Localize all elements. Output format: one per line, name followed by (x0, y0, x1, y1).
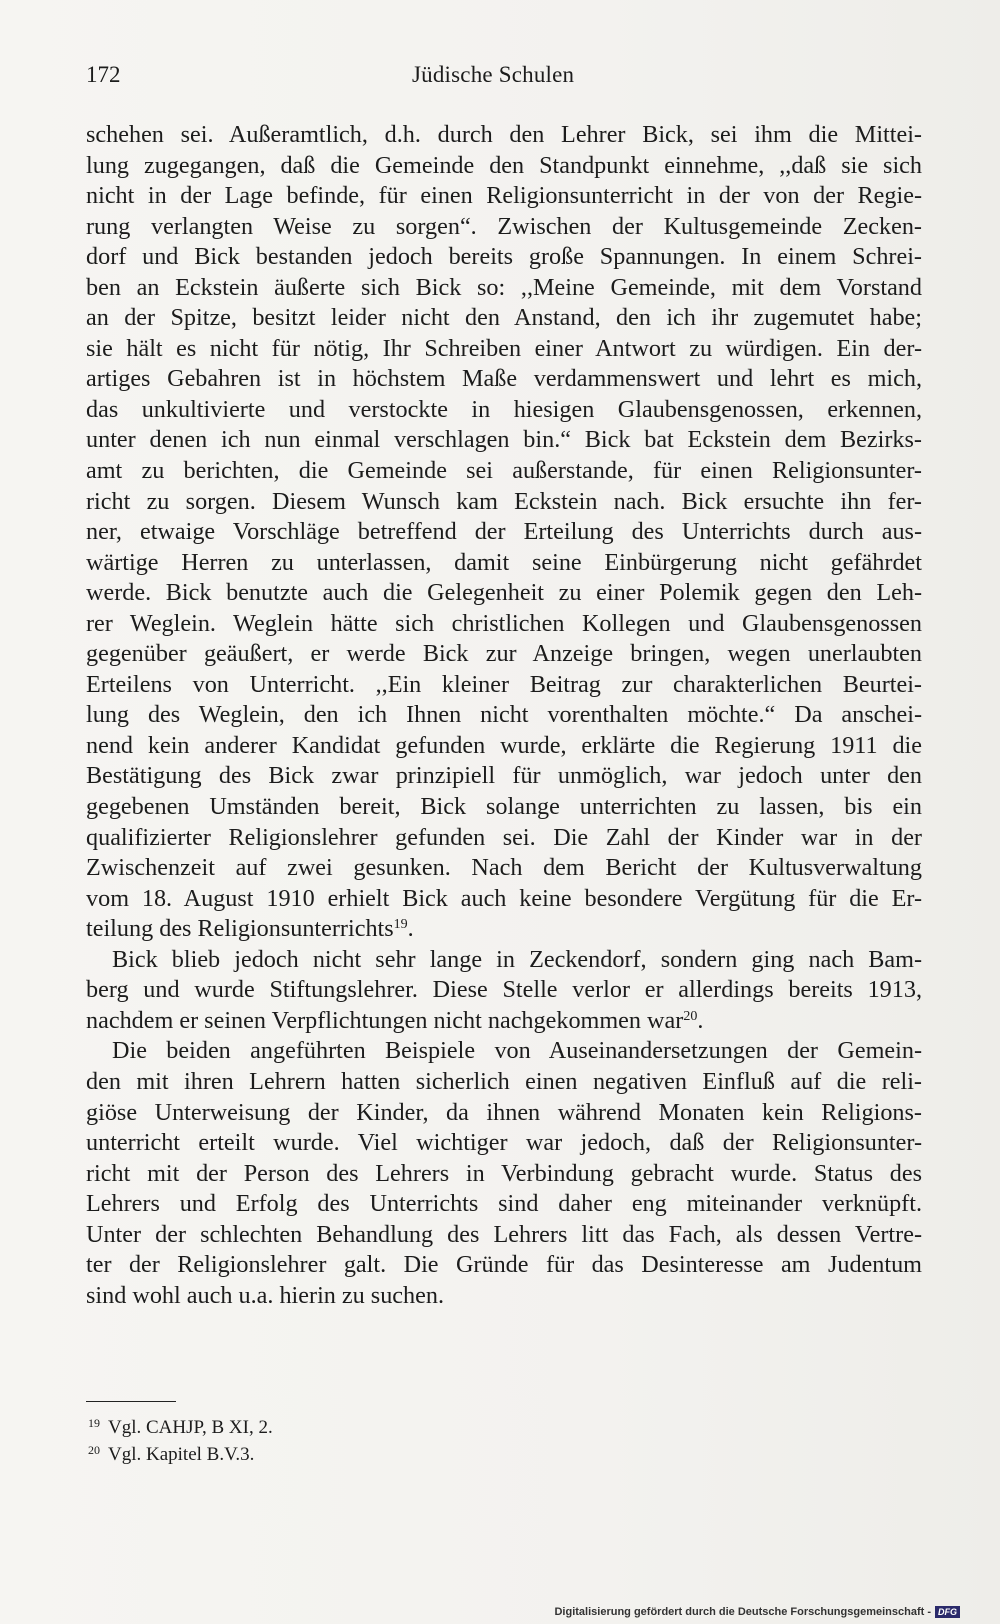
text-line: gegebenen Umständen bereit, Bick solange unterrichten zu lassen, bis ein (86, 793, 922, 821)
text-line: ben an Eckstein äußerte sich Bick so: ,,Meine Gemeinde, mit dem Vorstand (86, 273, 922, 301)
footnote-19 (86, 1410, 786, 1437)
text-line: rung verlangten Weise zu sorgen“. Zwischen der Kultusgemeinde Zecken- (86, 212, 922, 240)
text-line: sie hält es nicht für nötig, Ihr Schreiben einer Antwort zu würdigen. Ein der- (86, 334, 922, 362)
text-line: amt zu berichten, die Gemeinde sei außerstande, für einen Religionsunter- (86, 457, 922, 485)
dfg-logo: DFG (935, 1606, 960, 1618)
text-line: schehen sei. Außeramtlich, d.h. durch den Lehrer Bick, sei ihm die Mittei- (86, 121, 922, 148)
text-line: dorf und Bick bestanden jedoch bereits große Spannungen. In einem Schrei- (86, 243, 922, 271)
footnote-divider (86, 1401, 176, 1402)
footnote-ref-19: 19 (393, 917, 408, 933)
text-line: an der Spitze, besitzt leider nicht den Anstand, den ich ihr zugemutet habe; (86, 304, 922, 332)
text-line: unterricht erteilt wurde. Viel wichtiger war jedoch, daß der Religionsunter- (86, 1129, 922, 1157)
text-line: Bick blieb jedoch nicht sehr lange in Zeckendorf, sondern ging nach Bam- (112, 945, 922, 973)
body-text (86, 120, 922, 1311)
text-line: berg und wurde Stiftungslehrer. Diese Stelle verlor er allerdings bereits 1913, (86, 976, 922, 1004)
digitization-credit (554, 1606, 960, 1618)
text-line: Zwischenzeit auf zwei gesunken. Nach dem Bericht der Kultusverwaltung (86, 854, 922, 882)
page-header (86, 62, 922, 98)
text-line: Bestätigung des Bick zwar prinzipiell für unmöglich, war jedoch unter den (86, 762, 922, 790)
running-head: Jüdische Schulen (412, 62, 575, 87)
text-line: Die beiden angeführten Beispiele von Auseinandersetzungen der Gemein- (112, 1037, 922, 1065)
text-line: wärtige Herren zu unterlassen, damit seine Einbürgerung nicht gefährdet (86, 548, 922, 576)
text-line: Lehrers und Erfolg des Unterrichts sind daher eng miteinander verknüpft. (86, 1190, 922, 1218)
text-line-tail: . (407, 915, 414, 943)
text-line: sind wohl auch u.a. hierin zu suchen. (86, 1281, 445, 1309)
page-number: 172 (86, 62, 121, 87)
text-line-content: nachdem er seinen Verpflichtungen nicht nachgekommen war (86, 1006, 684, 1034)
text-line: qualifizierter Religionslehrer gefunden sei. Die Zahl der Kinder war in der (86, 823, 922, 851)
footnote-ref-20: 20 (683, 1008, 698, 1024)
text-line: ter der Religionslehrer galt. Die Gründe für das Desinteresse am Judentum (86, 1251, 922, 1279)
footnote-text: Vgl. CAHJP, B XI, 2. (108, 1417, 273, 1438)
text-line: unter denen ich nun einmal verschlagen bin.“ Bick bat Eckstein dem Bezirks- (86, 426, 922, 454)
text-line: artiges Gebahren ist in höchstem Maße verdammenswert und lehrt es mich, (86, 365, 922, 393)
text-line: giöse Unterweisung der Kinder, da ihnen während Monaten kein Religions- (86, 1098, 922, 1126)
text-line: ner, etwaige Vorschläge betreffend der Erteilung des Unterrichts durch aus- (86, 518, 922, 546)
credit-text: Digitalisierung gefördert durch die Deutsche Forschungsgemeinschaft - (554, 1605, 931, 1618)
text-line: gegenüber geäußert, er werde Bick zur Anzeige bringen, wegen unerlaubten (86, 640, 922, 668)
text-line-content: teilung des Religionsunterrichts (86, 915, 394, 943)
text-line-tail: . (697, 1006, 704, 1034)
text-line: rer Weglein. Weglein hätte sich christlichen Kollegen und Glaubensgenossen (86, 609, 922, 637)
text-line: Erteilens von Unterricht. ,,Ein kleiner Beitrag zur charakterlichen Beurtei- (86, 670, 922, 698)
footnote-number: 20 (88, 1443, 100, 1457)
text-line: richt mit der Person des Lehrers in Verbindung gebracht wurde. Status des (86, 1159, 922, 1187)
text-line: lung zugegangen, daß die Gemeinde den Standpunkt einnehme, ,,daß sie sich (86, 151, 922, 179)
footnote-20 (86, 1437, 786, 1464)
text-line: vom 18. August 1910 erhielt Bick auch keine besondere Vergütung für die Er- (86, 884, 922, 912)
text-line: das unkultivierte und verstockte in hiesigen Glaubensgenossen, erkennen, (86, 395, 922, 423)
footnote-number: 19 (88, 1416, 100, 1430)
text-line: den mit ihren Lehrern hatten sicherlich einen negativen Einfluß auf die reli- (86, 1067, 922, 1095)
text-line: lung des Weglein, den ich Ihnen nicht vorenthalten möchte.“ Da anschei- (86, 701, 922, 729)
text-line: Unter der schlechten Behandlung des Lehrers litt das Fach, als dessen Vertre- (86, 1220, 922, 1248)
text-line (86, 1006, 922, 1037)
text-line: werde. Bick benutzte auch die Gelegenheit zu einer Polemik gegen den Leh- (86, 579, 922, 607)
footnotes (86, 1410, 786, 1464)
footnote-text: Vgl. Kapitel B.V.3. (108, 1444, 255, 1465)
text-line: richt zu sorgen. Diesem Wunsch kam Eckstein nach. Bick ersuchte ihn fer- (86, 487, 922, 515)
text-line: nend kein anderer Kandidat gefunden wurde, erklärte die Regierung 1911 die (86, 731, 922, 759)
text-line (86, 914, 922, 945)
text-line: nicht in der Lage befinde, für einen Religionsunterricht in der von der Regie- (86, 182, 922, 210)
